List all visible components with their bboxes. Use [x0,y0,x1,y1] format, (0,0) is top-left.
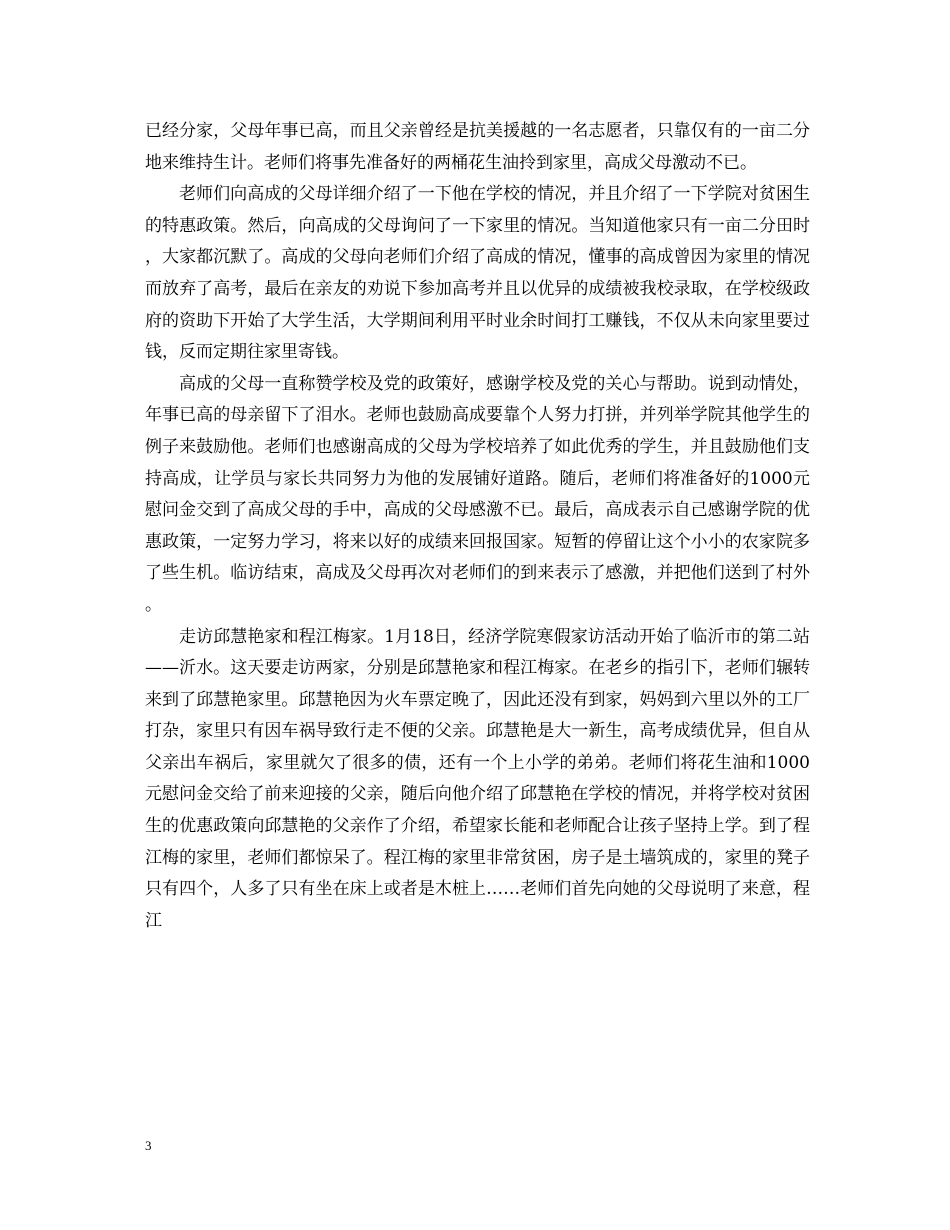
paragraph-4: 走访邱慧艳家和程江梅家。1月18日，经济学院寒假家访活动开始了临沂市的第二站——沂水。这天要走访两家，分别是邱慧艳家和程江梅家。在老乡的指引下，老师们辗转来到了邱慧艳家里。邱慧艳因为火车票定晚了，因此还没有到家，妈妈到六里以外的工厂打杂，家里只有因车祸导致行走不便的父亲。邱慧艳是大一新生，高考成绩优异，但自从父亲出车祸后，家里就欠了很多的债，还有一个上小学的弟弟。老师们将花生油和1000元慰问金交给了前来迎接的父亲，随后向他介绍了邱慧艳在学校的情况，并将学校对贫困生的优惠政策向邱慧艳的父亲作了介绍，希望家长能和老师配合让孩子坚持上学。到了程江梅的家里，老师们都惊呆了。程江梅的家里非常贫困，房子是土墙筑成的，家里的凳子只有四个，人多了只有坐在床上或者是木桩上……老师们首先向她的父母说明了来意，程江 [145,626,810,931]
paragraph-2: 老师们向高成的父母详细介绍了一下他在学校的情况，并且介绍了一下学院对贫困生的特惠政策。然后，向高成的父母询问了一下家里的情况。当知道他家只有一亩二分田时，大家都沉默了。高成的父母向老师们介绍了高成的情况，懂事的高成曾因为家里的情况而放弃了高考，最后在亲友的劝说下参加高考并且以优异的成绩被我校录取，在学校级政府的资助下开始了大学生活，大学期间利用平时业余时间打工赚钱，不仅从未向家里要过钱，反而定期往家里寄钱。 [145,184,810,363]
paragraph-3: 高成的父母一直称赞学校及党的政策好，感谢学校及党的关心与帮助。说到动情处，年事已高的母亲留下了泪水。老师也鼓励高成要靠个人努力打拼，并列举学院其他学生的例子来鼓励他。老师们也感谢高成的父母为学校培养了如此优秀的学生，并且鼓励他们支持高成，让学员与家长共同努力为他的发展铺好道路。随后，老师们将准备好的1000元慰问金交到了高成父母的手中，高成的父母感激不已。最后，高成表示自己感谢学院的优惠政策，一定努力学习，将来以好的成绩来回报国家。短暂的停留让这个小小的农家院多了些生机。临访结束，高成及父母再次对老师们的到来表示了感激，并把他们送到了村外。 [145,373,810,615]
page-number: 3 [145,1138,152,1153]
paragraph-1: 已经分家，父母年事已高，而且父亲曾经是抗美援越的一名志愿者，只靠仅有的一亩二分地来维持生计。老师们将事先准备好的两桶花生油拎到家里，高成父母激动不已。 [145,121,810,173]
body-text [145,116,810,937]
